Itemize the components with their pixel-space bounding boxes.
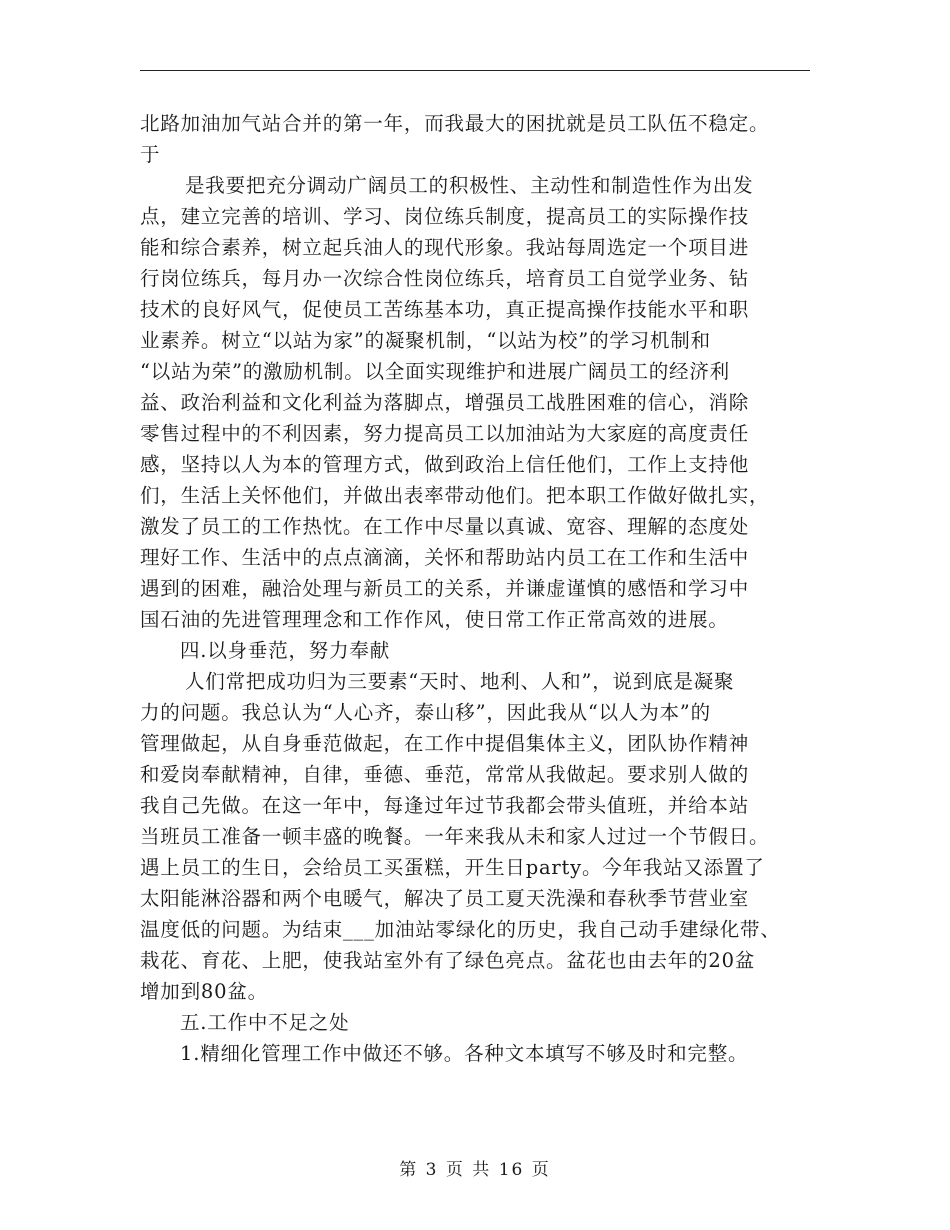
text-line: 技术的良好风气，促使员工苦练基本功，真正提高操作技能水平和职: [140, 298, 750, 321]
text-line: 点，建立完善的培训、学习、岗位练兵制度，提高员工的实际操作技: [140, 205, 750, 228]
text-line: 感，坚持以人为本的管理方式，做到政治上信任他们，工作上支持他: [140, 453, 750, 476]
paragraph-start: 人们常把成功归为三要素“天时、地利、人和”，说到底是凝聚: [185, 670, 735, 693]
document-body: [140, 108, 820, 1069]
text-line: 力的问题。我总认为“人心齐，泰山移”，因此我从“以人为本”的: [140, 701, 711, 724]
text-line: 管理做起，从自身垂范做起，在工作中提倡集体主义，团队协作精神: [140, 732, 750, 755]
page-footer: 第 3 页 共 16 页: [399, 1160, 551, 1180]
text-line: 于: [140, 143, 161, 166]
header-rule: [140, 70, 810, 71]
text-line: 行岗位练兵，每月办一次综合性岗位练兵，培育员工自觉学业务、钻: [140, 267, 750, 290]
text-line: 益、政治利益和文化利益为落脚点，增强员工战胜困难的信心，消除: [140, 391, 750, 414]
list-item: 1.精细化管理工作中做还不够。各种文本填写不够及时和完整。: [180, 1042, 749, 1065]
text-line: 能和综合素养，树立起兵油人的现代形象。我站每周选定一个项目进: [140, 236, 750, 259]
text-line: 遇到的困难，融洽处理与新员工的关系，并谦虚谨慎的感悟和学习中: [140, 577, 750, 600]
text-line: 我自己先做。在这一年中，每逢过年过节我都会带头值班，并给本站: [140, 794, 750, 817]
text-line: 激发了员工的工作热忱。在工作中尽量以真诚、宽容、理解的态度处: [140, 515, 750, 538]
text-line: “以站为荣”的激励机制。以全面实现维护和进展广阔员工的经济利: [140, 360, 730, 383]
text-line: 国石油的先进管理理念和工作作风，使日常工作正常高效的进展。: [140, 608, 729, 631]
text-line: 和爱岗奉献精神，自律，垂德、垂范，常常从我做起。要求别人做的: [140, 763, 750, 786]
section-heading: 五.工作中不足之处: [180, 1011, 350, 1034]
text-line: 增加到80盆。: [140, 980, 268, 1003]
text-line: 零售过程中的不利因素，努力提高员工以加油站为大家庭的高度责任: [140, 422, 750, 445]
text-line: 栽花、育花、上肥，使我站室外有了绿色亮点。盆花也由去年的20盆: [140, 949, 756, 972]
text-line: 们，生活上关怀他们，并做出表率带动他们。把本职工作做好做扎实，: [140, 484, 770, 507]
text-line: 当班员工准备一顿丰盛的晚餐。一年来我从未和家人过过一个节假日。: [140, 825, 770, 848]
text-line: 太阳能淋浴器和两个电暖气，解决了员工夏天洗澡和春秋季节营业室: [140, 887, 750, 910]
paragraph-start: 是我要把充分调动广阔员工的积极性、主动性和制造性作为出发: [185, 174, 754, 197]
text-line: 理好工作、生活中的点点滴滴，关怀和帮助站内员工在工作和生活中: [140, 546, 750, 569]
section-heading: 四.以身垂范，努力奉献: [180, 639, 390, 662]
text-line: 北路加油加气站合并的第一年，而我最大的困扰就是员工队伍不稳定。: [140, 112, 770, 135]
text-line: 温度低的问题。为结束___加油站零绿化的历史，我自己动手建绿化带、: [140, 918, 781, 941]
text-line: 业素养。树立“以站为家”的凝聚机制，“以站为校”的学习机制和: [140, 329, 711, 352]
text-line: 遇上员工的生日，会给员工买蛋糕，开生日party。今年我站又添置了: [140, 856, 765, 879]
